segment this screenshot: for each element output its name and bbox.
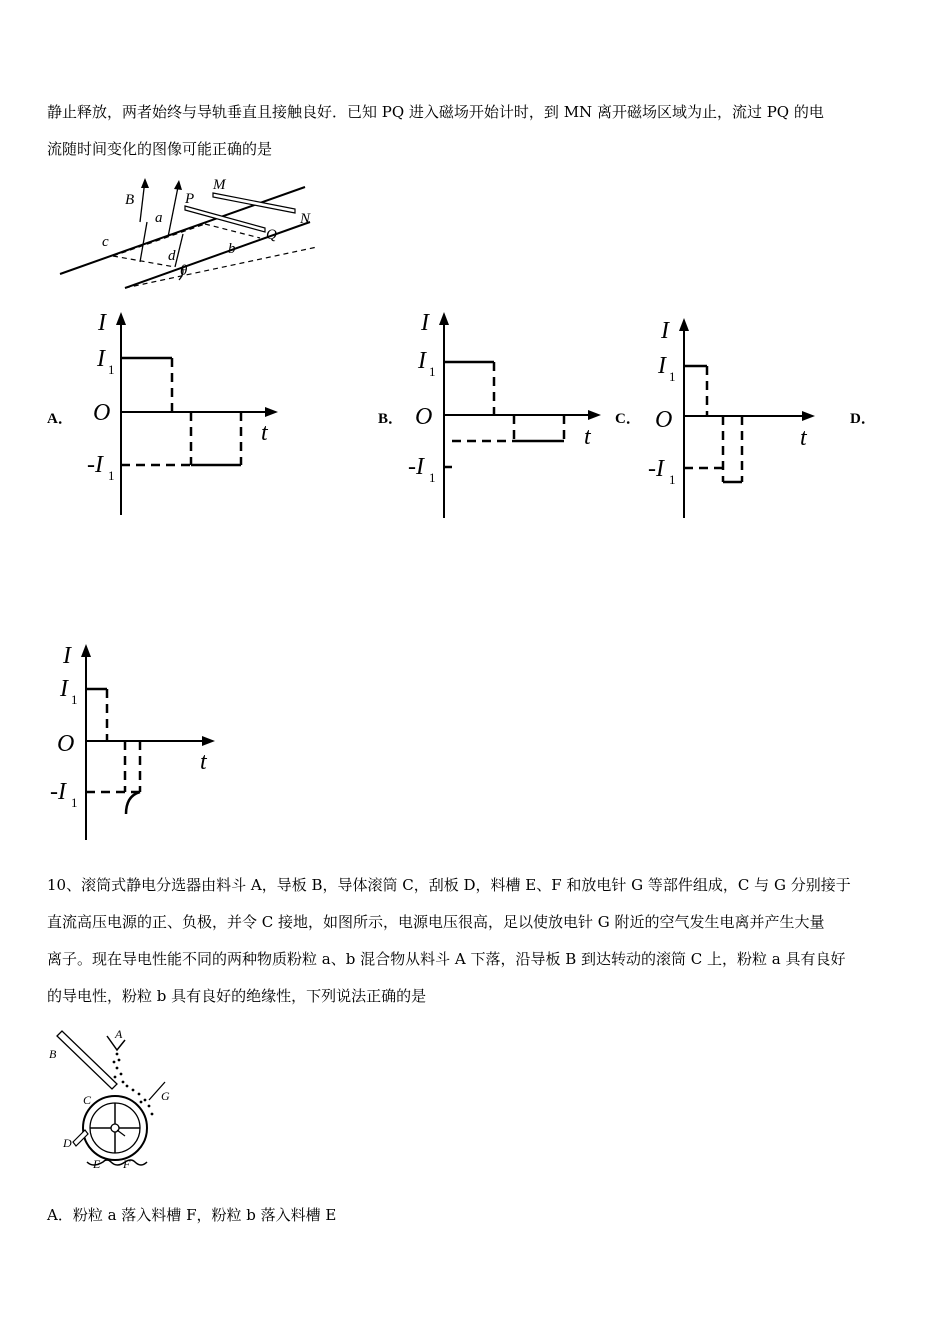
label-B: B (125, 192, 135, 208)
q10-stem (47, 867, 907, 1015)
tick-negI1: -I (408, 454, 424, 480)
graph-B (408, 310, 618, 520)
q10-line1: 10、滚筒式静电分选器由料斗 A，导板 B，导体滚筒 C，刮板 D，料槽 E、F 和放电针 G 等部件组成，C 与 G 分别接于 (47, 876, 851, 894)
axis-t: t (261, 420, 268, 446)
option-A-label: A． (47, 411, 73, 427)
axis-I: I (661, 318, 669, 344)
q9-line1: 静止释放，两者始终与导轨垂直且接触良好．已知 PQ 进入磁场开始计时，到 MN 离开磁场区域为止，流过 PQ 的电 (47, 103, 824, 121)
q10-option-A: A．粉粒 a 落入料槽 F，粉粒 b 落入料槽 E (47, 1206, 337, 1224)
option-D-label: D． (850, 411, 876, 427)
axis-t: t (800, 425, 807, 451)
q9-stem (47, 94, 907, 168)
label-N: N (300, 211, 311, 227)
axis-I: I (63, 643, 71, 669)
origin-O: O (93, 400, 111, 426)
tick-I1-sub: 1 (669, 369, 676, 384)
option-B-label: B． (378, 411, 404, 427)
label-P: P (185, 191, 195, 207)
q9-line2: 流随时间变化的图像可能正确的是 (47, 140, 273, 158)
tick-I1: I (658, 353, 666, 379)
tick-I1-sub: 1 (71, 692, 78, 707)
axis-t: t (584, 424, 591, 450)
graph-A (85, 310, 295, 520)
label-A: A (115, 1027, 123, 1041)
label-E: E (93, 1157, 101, 1171)
tick-negI1-sub: 1 (429, 470, 436, 485)
graph-D (50, 636, 250, 846)
label-a: a (155, 210, 163, 226)
q10-line4: 的导电性，粉粒 b 具有良好的绝缘性，下列说法正确的是 (47, 987, 427, 1005)
tick-I1-sub: 1 (108, 362, 115, 377)
q10-line2: 直流高压电源的正、负极，并令 C 接地，如图所示，电源电压很高，足以使放电针 G 附近的空气发生电离并产生大量 (47, 913, 825, 931)
rails-figure (55, 172, 325, 292)
label-theta: θ (180, 263, 188, 279)
origin-O: O (655, 407, 673, 433)
origin-O: O (415, 404, 433, 430)
tick-I1: I (60, 676, 68, 702)
origin-O: O (57, 731, 75, 757)
tick-negI1-sub: 1 (108, 468, 115, 483)
label-d: d (168, 248, 176, 264)
tick-I1: I (97, 346, 105, 372)
axis-t: t (200, 749, 207, 775)
graph-C (648, 310, 848, 520)
label-M: M (213, 177, 226, 193)
q10-line3: 离子。现在导电性能不同的两种物质粉粒 a、b 混合物从料斗 A 下落，沿导板 B 到达转动的滚筒 C 上，粉粒 a 具有良好 (47, 950, 846, 968)
axis-I: I (98, 310, 106, 336)
label-D: D (63, 1136, 72, 1150)
tick-I1-sub: 1 (429, 364, 436, 379)
label-B: B (49, 1047, 57, 1061)
tick-I1: I (418, 348, 426, 374)
axis-I: I (421, 310, 429, 336)
separator-figure (45, 1022, 185, 1172)
label-F: F (123, 1157, 131, 1171)
label-b: b (228, 241, 236, 257)
tick-negI1: -I (50, 779, 66, 805)
tick-negI1: -I (87, 452, 103, 478)
option-C-label: C． (615, 411, 641, 427)
label-c: c (102, 234, 109, 250)
tick-negI1: -I (648, 456, 664, 482)
label-Q: Q (266, 227, 277, 243)
tick-negI1-sub: 1 (71, 795, 78, 810)
tick-negI1-sub: 1 (669, 472, 676, 487)
label-G: G (161, 1089, 170, 1103)
label-C: C (83, 1093, 92, 1107)
